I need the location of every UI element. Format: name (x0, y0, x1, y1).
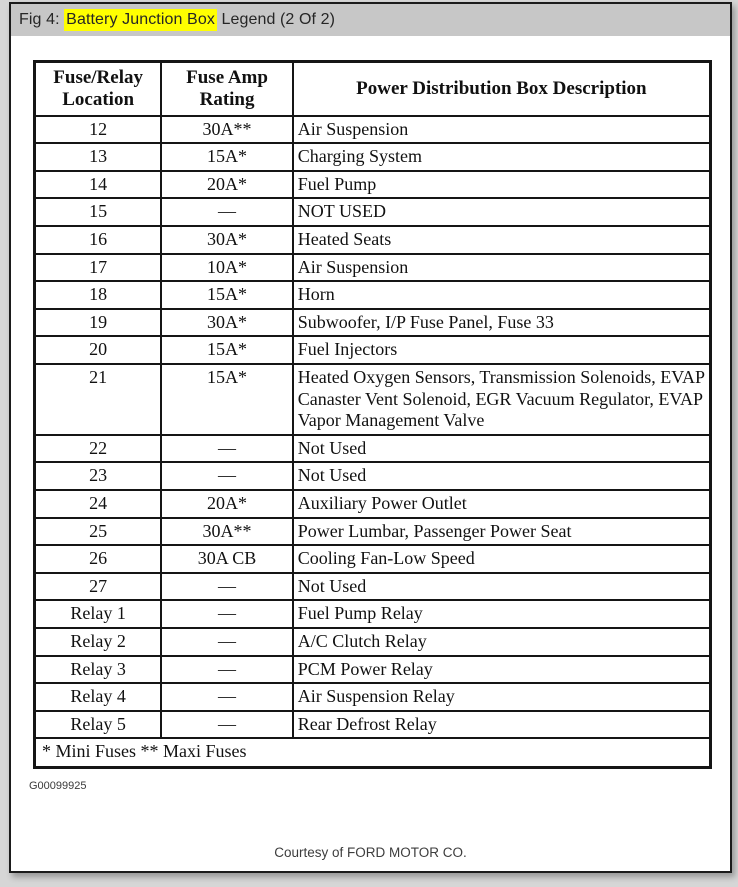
table-row (35, 364, 711, 435)
fuse-location-cell: Relay 2 (35, 628, 162, 656)
table-row (35, 226, 711, 254)
fuse-table-container (33, 60, 730, 769)
figure-title-suffix: Legend (2 Of 2) (216, 11, 336, 28)
description-cell: Fuel Pump Relay (293, 600, 711, 628)
description-cell: A/C Clutch Relay (293, 628, 711, 656)
amp-rating-cell: 30A* (161, 226, 293, 254)
fuse-location-cell: Relay 5 (35, 711, 162, 739)
amp-rating-cell: — (161, 600, 293, 628)
description-cell: Charging System (293, 143, 711, 171)
fuse-location-cell: 23 (35, 462, 162, 490)
fuse-location-cell: 13 (35, 143, 162, 171)
description-cell: Heated Oxygen Sensors, Transmission Solenoids, EVAP Canaster Vent Solenoid, EGR Vacuum Regulator, EVAP Vapor Management Valve (293, 364, 711, 435)
fuse-location-cell: Relay 3 (35, 656, 162, 684)
description-cell: Air Suspension Relay (293, 683, 711, 711)
fuse-location-cell: 27 (35, 573, 162, 601)
table-row (35, 171, 711, 199)
description-cell: Cooling Fan-Low Speed (293, 545, 711, 573)
fuse-location-cell: 24 (35, 490, 162, 518)
amp-rating-cell: 15A* (161, 364, 293, 435)
amp-rating-cell: — (161, 656, 293, 684)
fuse-table-body (35, 116, 711, 739)
amp-rating-cell: 30A** (161, 518, 293, 546)
amp-rating-cell: 20A* (161, 171, 293, 199)
fuse-location-cell: Relay 1 (35, 600, 162, 628)
description-cell: Air Suspension (293, 254, 711, 282)
table-row (35, 628, 711, 656)
header-row (35, 62, 711, 116)
description-cell: Horn (293, 281, 711, 309)
amp-rating-cell: 15A* (161, 336, 293, 364)
figure-title-highlight: Battery Junction Box (64, 9, 217, 31)
fuse-location-cell: 21 (35, 364, 162, 435)
amp-rating-cell: 30A CB (161, 545, 293, 573)
footnote-cell: * Mini Fuses ** Maxi Fuses (35, 738, 711, 767)
amp-rating-cell: 20A* (161, 490, 293, 518)
fuse-location-cell: 17 (35, 254, 162, 282)
table-row (35, 281, 711, 309)
description-cell: Not Used (293, 573, 711, 601)
footnote-row (35, 738, 711, 767)
fuse-table-foot (35, 738, 711, 767)
table-row (35, 116, 711, 144)
table-row (35, 435, 711, 463)
amp-rating-cell: — (161, 573, 293, 601)
credit-label: Courtesy of FORD MOTOR CO. (274, 845, 467, 860)
description-cell: Air Suspension (293, 116, 711, 144)
figure-id-label: G00099925 (29, 779, 87, 792)
fuse-location-cell: 16 (35, 226, 162, 254)
table-row (35, 683, 711, 711)
fuse-location-cell: 20 (35, 336, 162, 364)
description-cell: NOT USED (293, 198, 711, 226)
fuse-location-cell: 19 (35, 309, 162, 337)
table-row (35, 143, 711, 171)
fuse-location-cell: Relay 4 (35, 683, 162, 711)
table-row (35, 309, 711, 337)
amp-rating-cell: — (161, 683, 293, 711)
header-fuse-amp-rating: Fuse Amp Rating (161, 62, 293, 116)
table-row (35, 462, 711, 490)
table-row (35, 545, 711, 573)
amp-rating-cell: — (161, 628, 293, 656)
fuse-location-cell: 12 (35, 116, 162, 144)
description-cell: Rear Defrost Relay (293, 711, 711, 739)
description-cell: PCM Power Relay (293, 656, 711, 684)
fuse-location-cell: 18 (35, 281, 162, 309)
amp-rating-cell: 10A* (161, 254, 293, 282)
description-cell: Heated Seats (293, 226, 711, 254)
table-row (35, 254, 711, 282)
header-fuse-relay-location: Fuse/Relay Location (35, 62, 162, 116)
table-row (35, 600, 711, 628)
description-cell: Power Lumbar, Passenger Power Seat (293, 518, 711, 546)
description-cell: Not Used (293, 462, 711, 490)
amp-rating-cell: 30A* (161, 309, 293, 337)
amp-rating-cell: — (161, 198, 293, 226)
amp-rating-cell: — (161, 462, 293, 490)
figure-frame (9, 2, 732, 873)
table-row (35, 656, 711, 684)
amp-rating-cell: — (161, 711, 293, 739)
fuse-table-header (35, 62, 711, 116)
amp-rating-cell: 15A* (161, 281, 293, 309)
description-cell: Not Used (293, 435, 711, 463)
table-row (35, 336, 711, 364)
fuse-legend-table (33, 60, 712, 769)
amp-rating-cell: 15A* (161, 143, 293, 171)
description-cell: Fuel Pump (293, 171, 711, 199)
fuse-location-cell: 15 (35, 198, 162, 226)
fuse-location-cell: 14 (35, 171, 162, 199)
amp-rating-cell: 30A** (161, 116, 293, 144)
fuse-location-cell: 26 (35, 545, 162, 573)
table-row (35, 518, 711, 546)
figure-title-bar (11, 4, 730, 36)
figure-title-prefix: Fig 4: (19, 11, 65, 28)
header-description: Power Distribution Box Description (293, 62, 711, 116)
description-cell: Subwoofer, I/P Fuse Panel, Fuse 33 (293, 309, 711, 337)
description-cell: Auxiliary Power Outlet (293, 490, 711, 518)
table-row (35, 573, 711, 601)
amp-rating-cell: — (161, 435, 293, 463)
fuse-location-cell: 25 (35, 518, 162, 546)
table-row (35, 490, 711, 518)
description-cell: Fuel Injectors (293, 336, 711, 364)
fuse-location-cell: 22 (35, 435, 162, 463)
table-row (35, 711, 711, 739)
table-row (35, 198, 711, 226)
